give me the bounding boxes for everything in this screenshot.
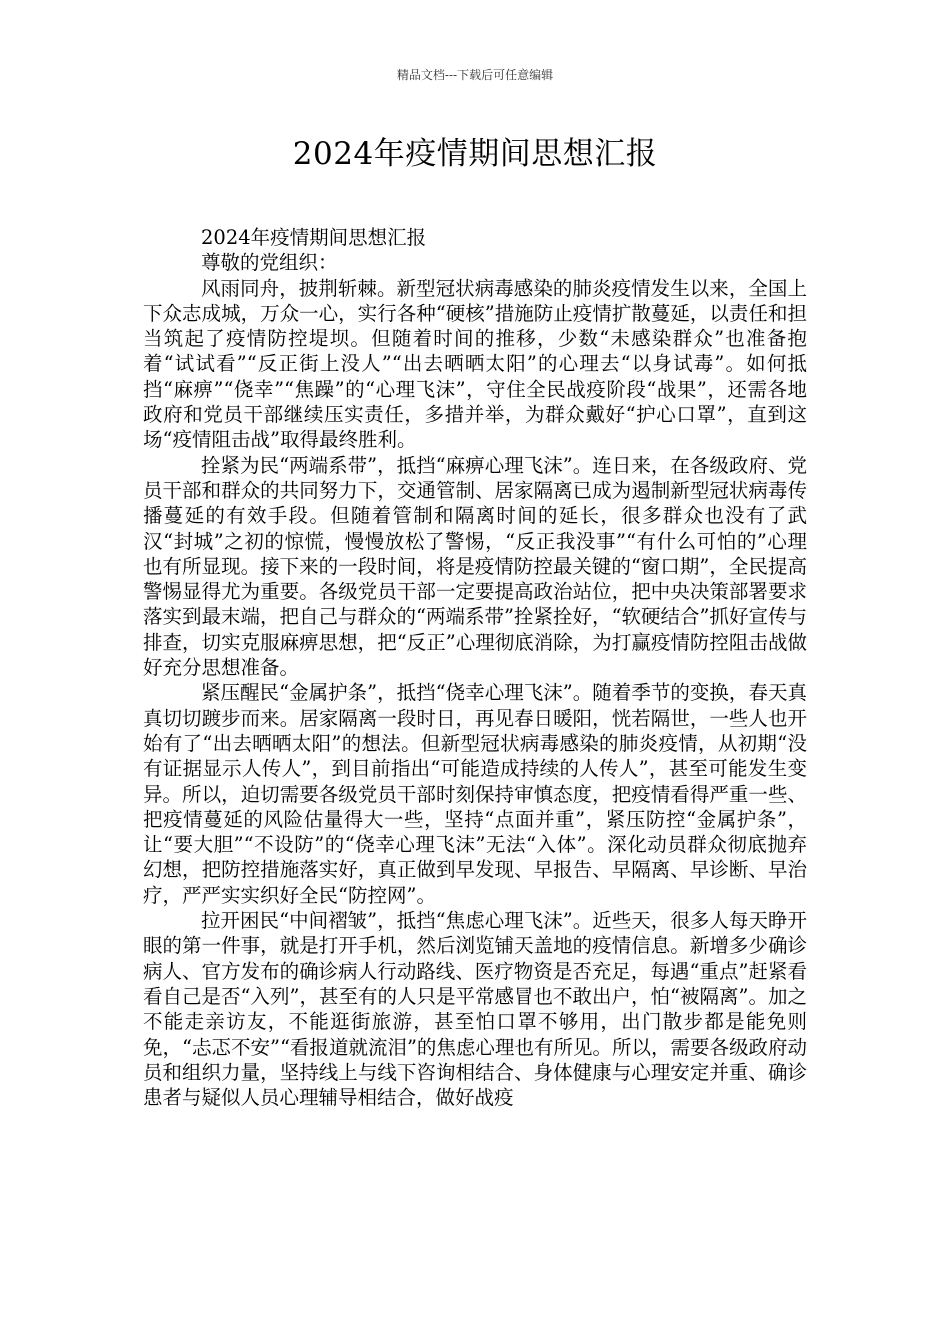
subtitle-line: 2024年疫情期间思想汇报 bbox=[201, 226, 427, 249]
document-title: 2024年疫情期间思想汇报 bbox=[292, 136, 658, 172]
paragraph-section-3: 拉开困民“中间褶皱”，抵挡“焦虑心理飞沫”。近些天，很多人每天睁开眼的第一件事，就是打开手机，然后浏览铺天盖地的疫情信息。新增多少确诊病人、官方发布的确诊病人行动路线、医疗物资是否充足，每遇“重点”赶紧看看自己是否“入列”，甚至有的人只是平常感冒也不敢出户，怕“被隔离”。加之不能走亲访友，不能逛街旅游，甚至怕口罩不够用，出门散步都是能免则免，“忐忑不安”“看报道就流泪”的焦虑心理也有所见。所以，需要各级政府动员和组织力量，坚持线上与线下咨询相结合、身体健康与心理安定并重、确诊患者与疑似人员心理辅导相结合，做好战疫 bbox=[143, 909, 807, 1110]
paragraph-section-1: 拴紧为民“两端系带”，抵挡“麻痹心理飞沫”。连日来，在各级政府、党员干部和群众的共同努力下，交通管制、居家隔离已成为遏制新型冠状病毒传播蔓延的有效手段。但随着管制和隔离时间的延长，很多群众也没有了武汉“封城”之初的惊慌，慢慢放松了警惕，“反正我没事”“有什么可怕的”心理也有所显现。接下来的一段时间，将是疫情防控最关键的“窗口期”，全民提高警惕显得尤为重要。各级党员干部一定要提高政治站位，把中央决策部署要求落实到最末端，把自己与群众的“两端系带”拴紧拴好，“软硬结合”抓好宣传与排查，切实克服麻痹思想，把“反正”心理彻底消除，为打赢疫情防控阻击战做好充分思想准备。 bbox=[143, 453, 807, 680]
paragraph-section-2: 紧压醒民“金属护条”，抵挡“侥幸心理飞沫”。随着季节的变换，春天真真切切踱步而来。居家隔离一段时日，再见春日暖阳，恍若隔世，一些人也开始有了“出去晒晒太阳”的想法。但新型冠状病毒感染的肺炎疫情，从初期“没有证据显示人传人”，到目前指出“可能造成持续的人传人”，甚至可能发生变异。所以，迫切需要各级党员干部时刻保持审慎态度，把疫情看得严重一些、把疫情蔓延的风险估量得大一些，坚持“点面并重”，紧压防控“金属护条”，让“要大胆”“不设防”的“侥幸心理飞沫”无法“入体”。深化动员群众彻底抛弃幻想，把防控措施落实好，真正做到早发现、早报告、早隔离、早诊断、早治疗，严严实实织好全民“防控网”。 bbox=[143, 681, 807, 907]
document-body bbox=[143, 225, 807, 1110]
paragraph-intro: 风雨同舟，披荆斩棘。新型冠状病毒感染的肺炎疫情发生以来，全国上下众志成城，万众一心，实行各种“硬核”措施防止疫情扩散蔓延，以责任和担当筑起了疫情防控堤坝。但随着时间的推移，少数“未感染群众”也准备抱着“试试看”“反正街上没人”“出去晒晒太阳”的心理去“以身试毒”。如何抵挡“麻痹”“侥幸”“焦躁”的“心理飞沫”，守住全民战疫阶段“战果”，还需各地政府和党员干部继续压实责任，多措并举，为群众戴好“护心口罩”，直到这场“疫情阻击战”取得最终胜利。 bbox=[143, 276, 807, 452]
page-header: 精品文档---下载后可任意编辑 bbox=[396, 68, 554, 82]
salutation: 尊敬的党组织： bbox=[201, 251, 338, 275]
